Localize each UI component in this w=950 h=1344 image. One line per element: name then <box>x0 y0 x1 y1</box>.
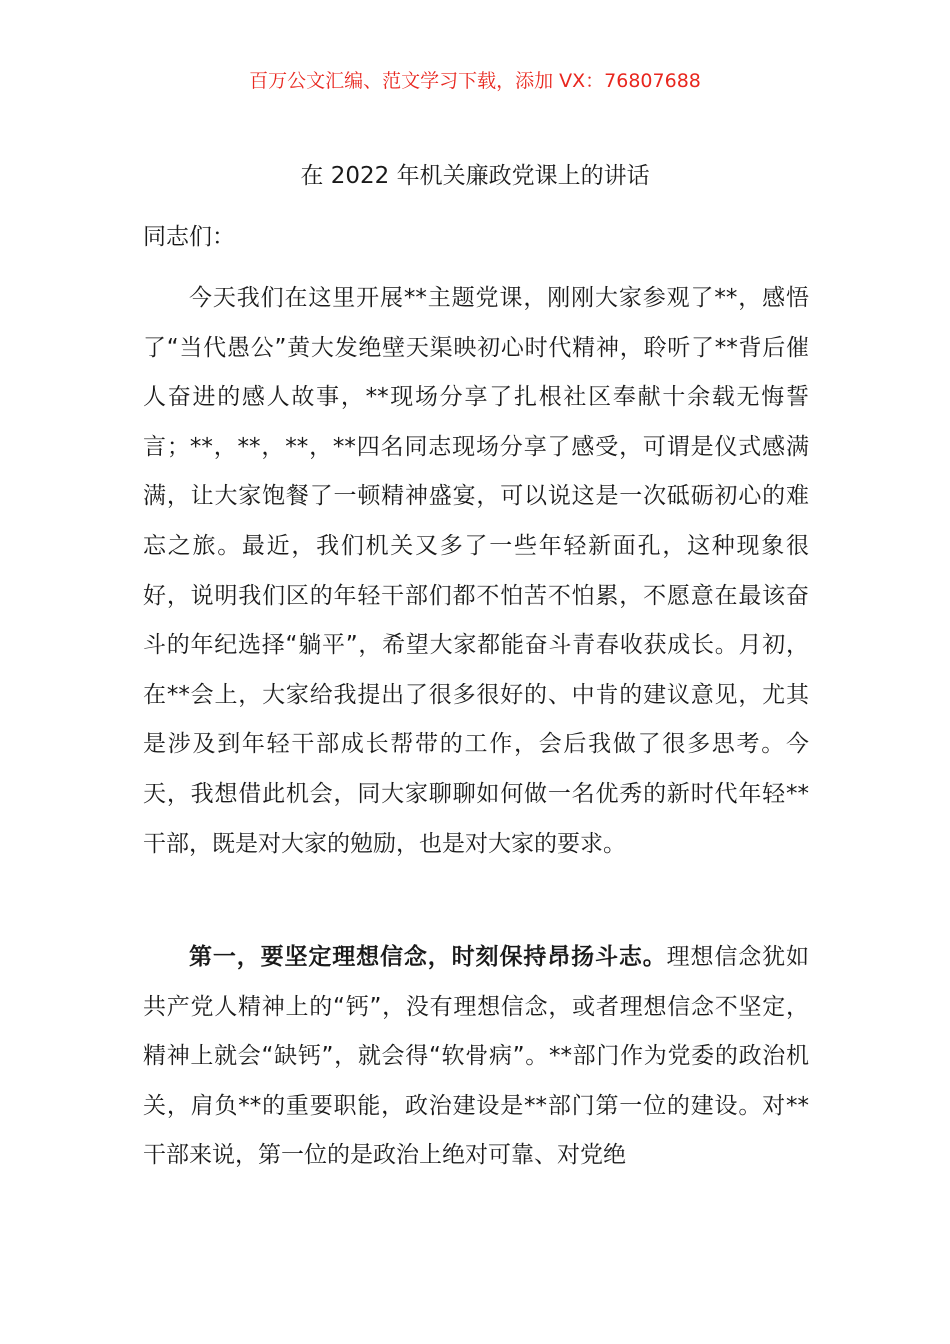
paragraph-1 <box>143 274 809 869</box>
paragraph-1-text: 今天我们在这里开展**主题党课，刚刚大家参观了**，感悟了“当代愚公”黄大发绝壁天渠映初心时代精神，聆听了**背后催人奋进的感人故事，**现场分享了扎根社区奉献十余载无悔誓言；**，**，**，**四名同志现场分享了感受，可谓是仪式感满满，让大家饱餐了一顿精神盛宴，可以说这是一次砥砺初心的难忘之旅。最近，我们机关又多了一些年轻新面孔，这种现象很好，说明我们区的年轻干部们都不怕苦不怕累，不愿意在最该奋斗的年纪选择“躺平”，希望大家都能奋斗青春收获成长。月初，在**会上，大家给我提出了很多很好的、中肯的建议意见，尤其是涉及到年轻干部成长帮带的工作，会后我做了很多思考。今天，我想借此机会，同大家聊聊如何做一名优秀的新时代年轻**干部，既是对大家的勉励，也是对大家的要求。 <box>143 285 809 857</box>
paragraph-2-lead: 第一，要坚定理想信念，时刻保持昂扬斗志。 <box>189 944 667 970</box>
paragraph-2 <box>143 933 809 1181</box>
header-watermark: 百万公文汇编、范文学习下载，添加 VX：76807688 <box>249 70 701 92</box>
salutation: 同志们： <box>143 224 235 250</box>
document-title: 在 2022 年机关廉政党课上的讲话 <box>300 163 650 189</box>
paragraph-2-text: 理想信念犹如共产党人精神上的“钙”，没有理想信念，或者理想信念不坚定，精神上就会“缺钙”，就会得“软骨病”。**部门作为党委的政治机关，肩负**的重要职能，政治建设是**部门第一位的建设。对**干部来说，第一位的是政治上绝对可靠、对党绝 <box>143 944 810 1169</box>
